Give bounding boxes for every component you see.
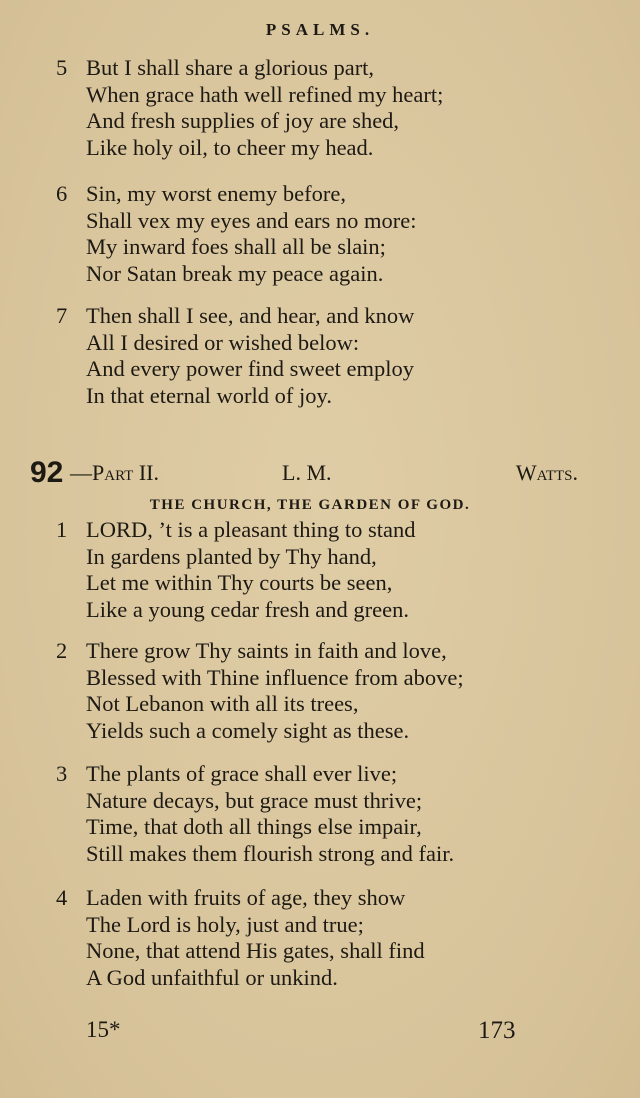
stanza [56,517,416,623]
stanza [56,638,464,744]
verse-line: None, that attend His gates, shall find [86,938,425,964]
stanza-number: 5 [56,55,68,80]
hymn-author: Watts. [515,460,578,485]
hymn-heading [30,456,578,494]
verse-line: Not Lebanon with all its trees, [86,691,359,717]
verse-line: Blessed with Thine influence from above; [86,664,464,690]
verse-line: A God unfaithful or unkind. [86,964,338,990]
verse-line: But I shall share a glorious part, [86,55,375,80]
verse-line: The plants of grace shall ever live; [86,761,398,786]
stanza [56,181,417,287]
verse-line: Nature decays, but grace must thrive; [86,787,423,813]
verse-line: There grow Thy saints in faith and love, [86,638,447,663]
verse-line: Laden with fruits of age, they show [86,885,406,910]
running-head: PSALMS. [265,20,375,39]
verse-line: Nor Satan break my peace again. [86,260,384,286]
verse-line: Sin, my worst enemy before, [86,181,346,206]
hymn-part: —Part II. [70,460,159,485]
verse-line: Like holy oil, to cheer my head. [86,134,374,160]
verse-line: My inward foes shall all be slain; [86,234,386,260]
hymn-title: THE CHURCH, THE GARDEN OF GOD. [149,497,471,513]
hymn-meter: L. M. [282,460,332,485]
stanza [56,303,414,409]
verse-line: Like a young cedar fresh and green. [86,596,409,622]
verse-line: And fresh supplies of joy are shed, [86,108,400,134]
verse-line: When grace hath well refined my heart; [86,81,444,107]
stanza [56,55,443,161]
signature-mark: 15* [86,1017,121,1042]
verse-line: The Lord is holy, just and true; [86,911,364,937]
verse-line: LORD, ’t is a pleasant thing to stand [86,517,416,542]
verse-line: Yields such a comely sight as these. [86,717,410,743]
stanza-number: 4 [56,885,68,910]
stanza-number: 6 [56,181,68,206]
verse-line: Then shall I see, and hear, and know [86,303,415,328]
verse-line: Time, that doth all things else impair, [86,814,422,840]
verse-line: All I desired or wished below: [86,329,360,355]
stanza [56,885,425,991]
stanza-number: 3 [56,761,68,786]
verse-line: Still makes them flourish strong and fair. [86,840,455,866]
verse-line: In gardens planted by Thy hand, [86,543,377,569]
page-number: 173 [478,1017,516,1044]
stanza [56,761,454,867]
hymn-number: 92 [30,456,64,489]
verse-line: Let me within Thy courts be seen, [86,570,393,596]
verse-line: Shall vex my eyes and ears no more: [86,207,417,233]
verse-line: In that eternal world of joy. [86,382,332,408]
verse-line: And every power find sweet employ [86,356,415,382]
stanza-number: 7 [56,303,68,328]
stanza-number: 2 [56,638,68,663]
stanza-number: 1 [56,517,68,542]
